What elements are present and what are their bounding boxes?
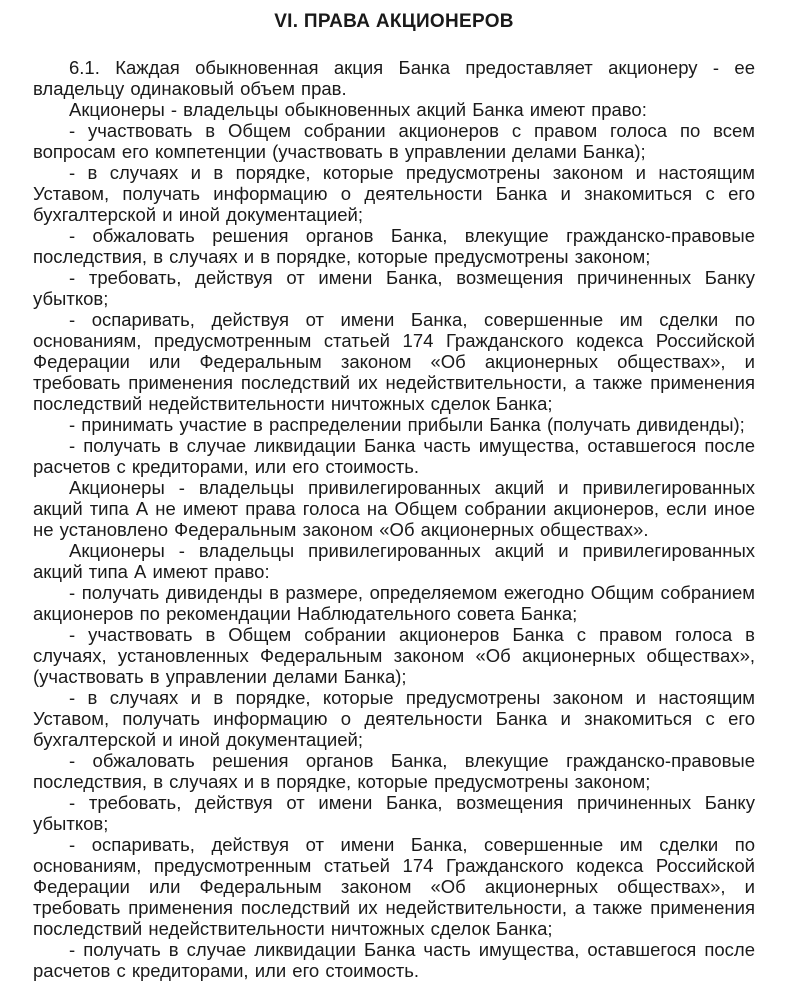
para-preferred-no-voting: Акционеры - владельцы привилегированных акций и привилегированных акций типа А не имеют права голоса на Общем собрании акционеров, если иное не установлено Федеральным законом «Об акционерных обществах». <box>33 477 755 540</box>
para-preferred-rights-intro: Акционеры - владельцы привилегированных акций и привилегированных акций типа А имеют право: <box>33 540 755 582</box>
section-heading: VI. ПРАВА АКЦИОНЕРОВ <box>274 11 514 32</box>
bullet-appeal-decisions: - обжаловать решения органов Банка, влекущие гражданско-правовые последствия, в случаях и в порядке, которые предусмотрены законом; <box>33 225 755 267</box>
para-6-1: 6.1. Каждая обыкновенная акция Банка предоставляет акционеру - ее владельцу одинаковый объем прав. <box>33 57 755 99</box>
bullet-contest-transactions: - оспаривать, действуя от имени Банка, совершенные им сделки по основаниям, предусмотренным статьей 174 Гражданского кодекса Российской Федерации или Федеральным законом «Об акционерных обществах», и требовать применения последствий их недействительности, а также применения последствий недействительности ничтожных сделок Банка; <box>33 309 755 414</box>
bullet-pref-participate-meeting: - участвовать в Общем собрании акционеров Банка с правом голоса в случаях, установленных Федеральным законом «Об акционерных обществах», (участвовать в управлении делами Банка); <box>33 624 755 687</box>
bullet-participate-general-meeting: - участвовать в Общем собрании акционеров с правом голоса по всем вопросам его компетенции (участвовать в управлении делами Банка); <box>33 120 755 162</box>
bullet-liquidation-property: - получать в случае ликвидации Банка часть имущества, оставшегося после расчетов с кредиторами, или его стоимость. <box>33 435 755 477</box>
bullet-profit-distribution: - принимать участие в распределении прибыли Банка (получать дивиденды); <box>69 414 745 435</box>
bullet-pref-dividends: - получать дивиденды в размере, определяемом ежегодно Общим собранием акционеров по рекомендации Наблюдательного совета Банка; <box>33 582 755 624</box>
bullet-demand-damages: - требовать, действуя от имени Банка, возмещения причиненных Банку убытков; <box>33 267 755 309</box>
bullet-receive-information: - в случаях и в порядке, которые предусмотрены законом и настоящим Уставом, получать информацию о деятельности Банка и знакомиться с его бухгалтерской и иной документацией; <box>33 162 755 225</box>
bullet-pref-liquidation-property: - получать в случае ликвидации Банка часть имущества, оставшегося после расчетов с кредиторами, или его стоимость. <box>33 939 755 981</box>
document-body <box>33 57 755 981</box>
bullet-pref-contest-transactions: - оспаривать, действуя от имени Банка, совершенные им сделки по основаниям, предусмотренным статьей 174 Гражданского кодекса Российской Федерации или Федеральным законом «Об акционерных обществах», и требовать применения последствий их недействительности, а также применения последствий недействительности ничтожных сделок Банка; <box>33 834 755 939</box>
bullet-pref-demand-damages: - требовать, действуя от имени Банка, возмещения причиненных Банку убытков; <box>33 792 755 834</box>
bullet-pref-appeal-decisions: - обжаловать решения органов Банка, влекущие гражданско-правовые последствия, в случаях и в порядке, которые предусмотрены законом; <box>33 750 755 792</box>
bullet-pref-receive-information: - в случаях и в порядке, которые предусмотрены законом и настоящим Уставом, получать информацию о деятельности Банка и знакомиться с его бухгалтерской и иной документацией; <box>33 687 755 750</box>
para-common-shares-intro: Акционеры - владельцы обыкновенных акций Банка имеют право: <box>69 99 647 120</box>
